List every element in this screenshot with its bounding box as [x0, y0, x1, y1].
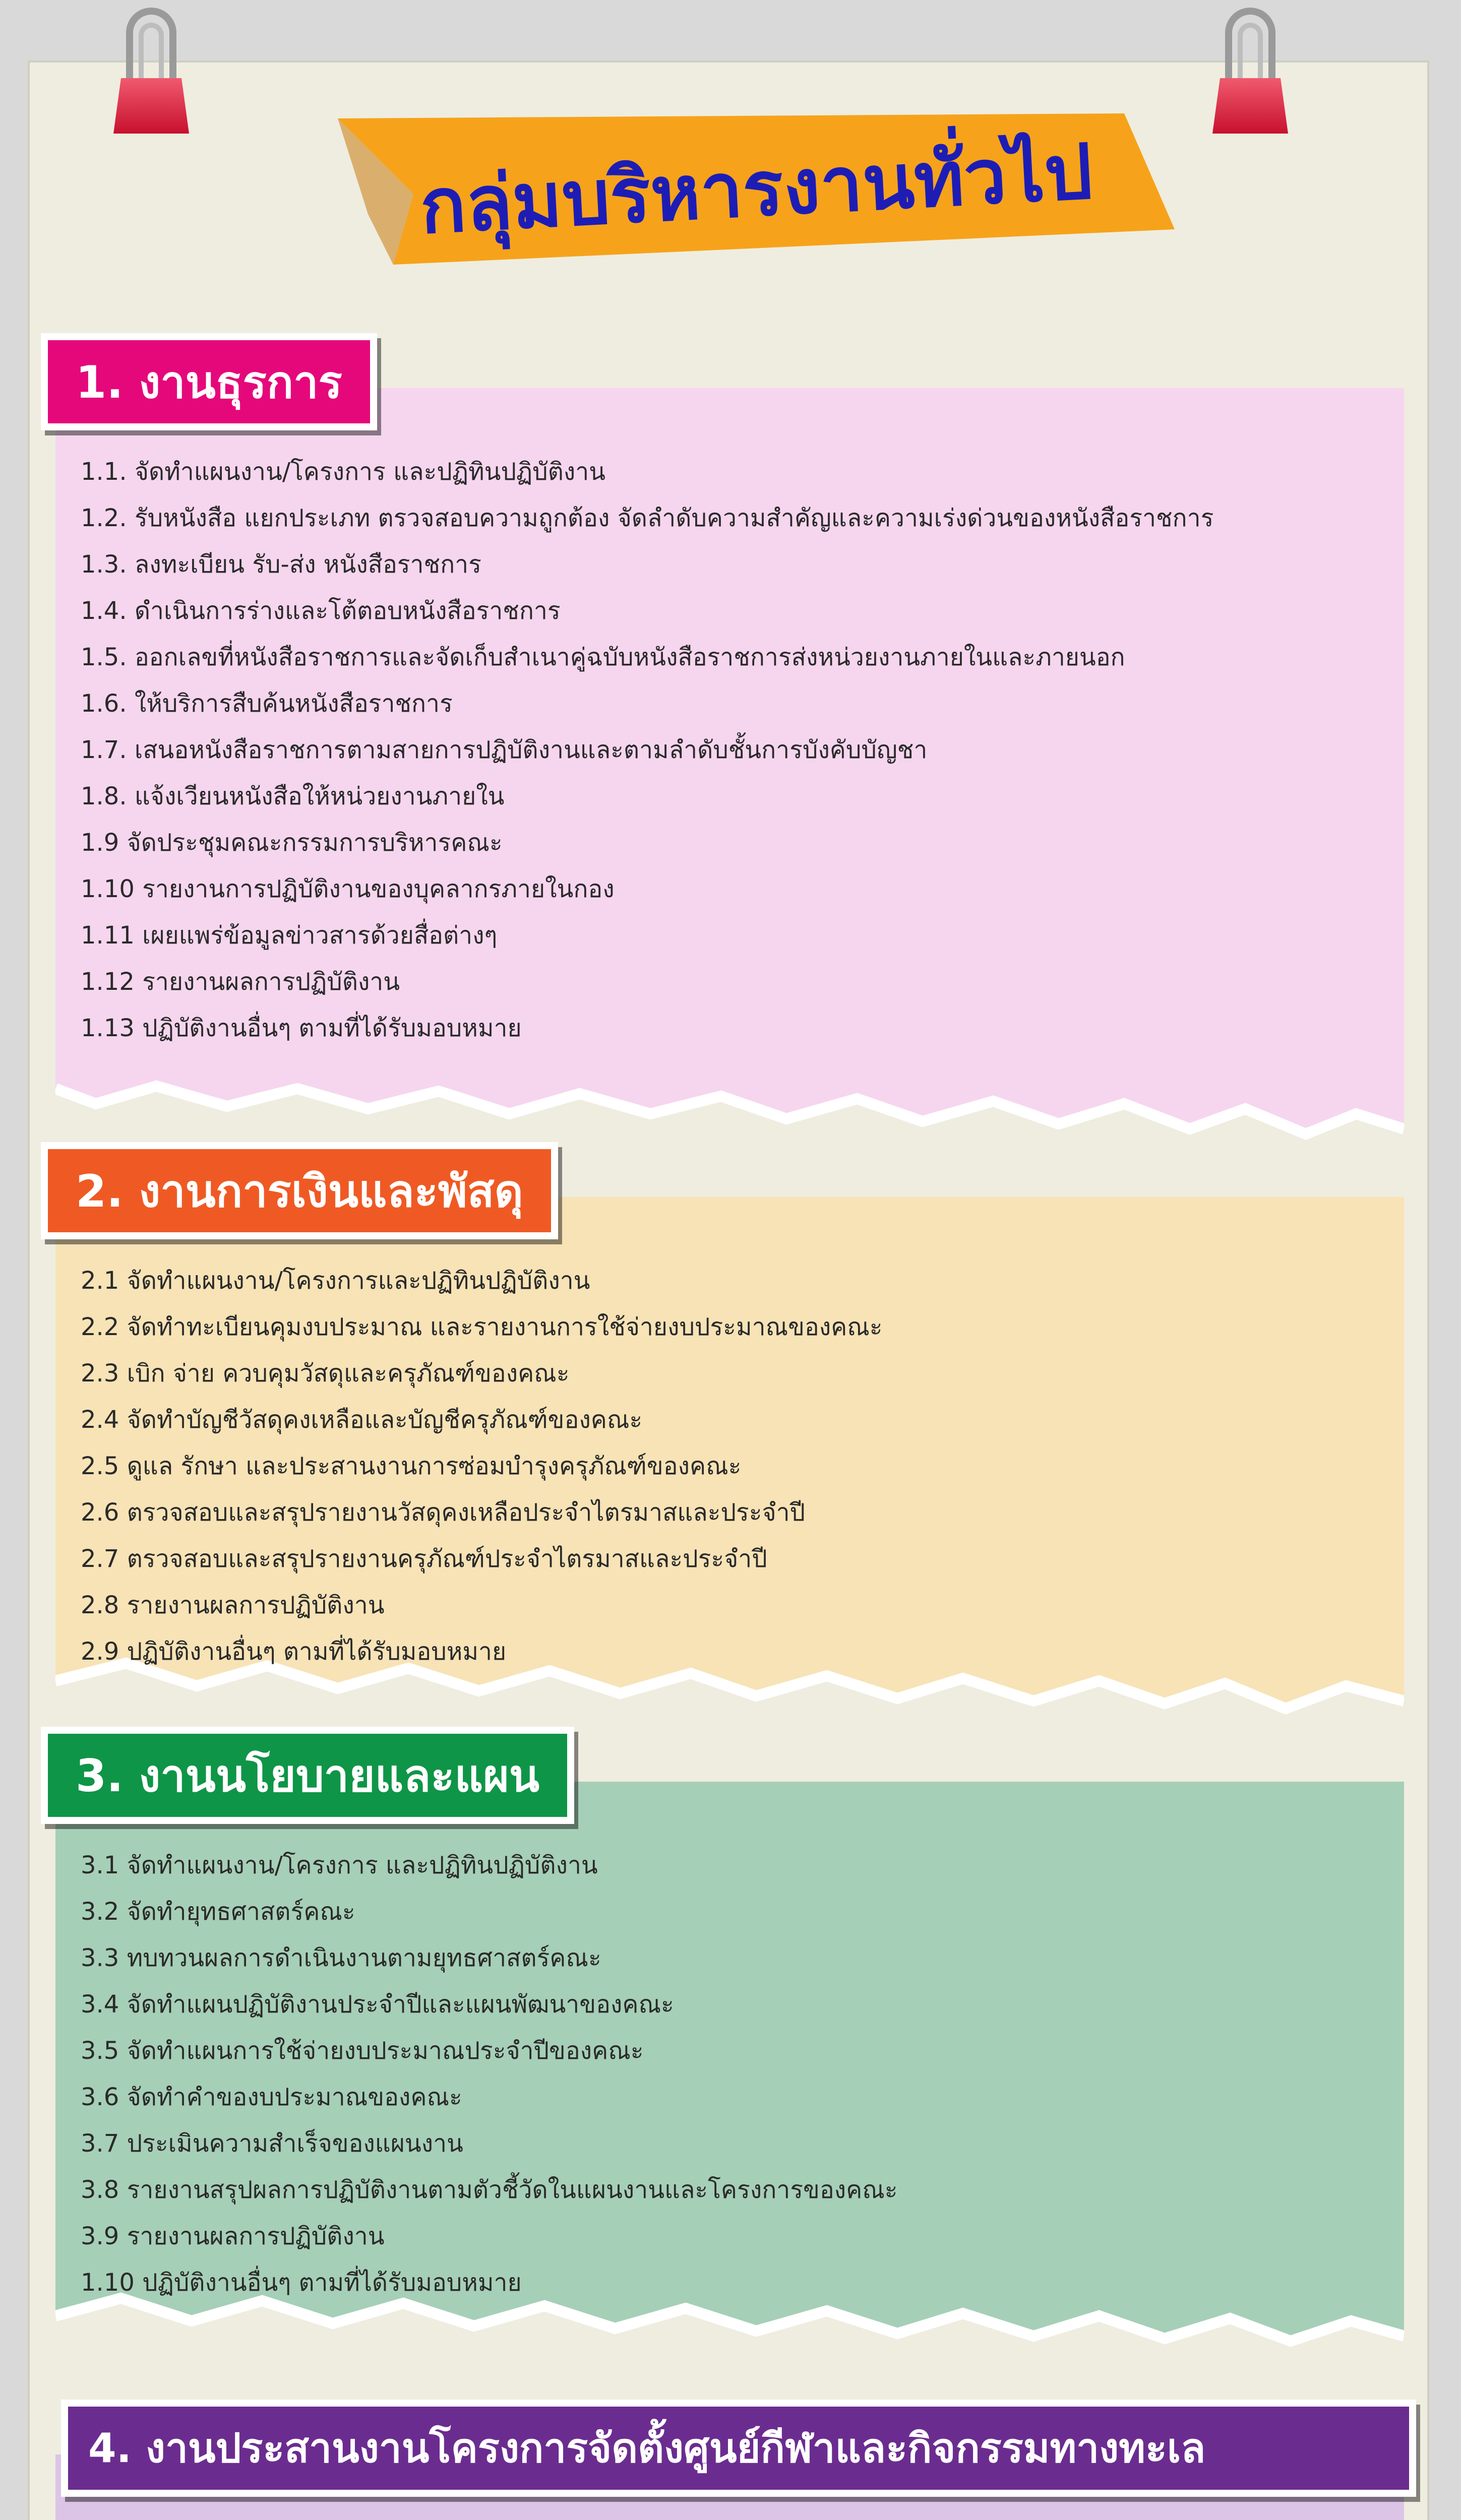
- list-item: 3.9 รายงานผลการปฏิบัติงาน: [81, 2222, 385, 2250]
- section-heading: 4. งานประสานงานโครงการจัดตั้งศูนย์กีฬาและกิจกรรมทางทะเล: [68, 2407, 1409, 2490]
- binder-clip-icon: [1212, 8, 1288, 134]
- section-panel-sports-center: [55, 2425, 1404, 2520]
- list-item: 3.3 ทบทวนผลการดำเนินงานตามยุทธศาสตร์คณะ: [81, 1944, 601, 1972]
- list-item: 1.9 จัดประชุมคณะกรรมการบริหารคณะ: [81, 829, 503, 857]
- task-list: [81, 2515, 1092, 2520]
- list-item: 3.1 จัดทำแผนงาน/โครงการ และปฏิทินปฏิบัติงาน: [81, 1851, 598, 1879]
- section-panel-general-affairs: [55, 356, 1404, 1159]
- section-panel-finance-supplies: [55, 1165, 1404, 1731]
- clip-ring-inner: [1238, 23, 1263, 83]
- list-item: 3.8 รายงานสรุปผลการปฏิบัติงานตามตัวชี้วัดในแผนงานและโครงการของคณะ: [81, 2176, 898, 2204]
- task-list: [81, 449, 1213, 1051]
- list-item: 2.4 จัดทำบัญชีวัสดุคงเหลือและบัญชีครุภัณฑ์ของคณะ: [81, 1406, 643, 1434]
- list-item: 3.5 จัดทำแผนการใช้จ่ายงบประมาณประจำปีของคณะ: [81, 2037, 644, 2065]
- list-item: 1.3. ลงทะเบียน รับ-ส่ง หนังสือราชการ: [81, 550, 481, 579]
- list-item: 1.1. จัดทำแผนงาน/โครงการ และปฏิทินปฏิบัติงาน: [81, 458, 605, 486]
- list-item: 2.1 จัดทำแผนงาน/โครงการและปฏิทินปฏิบัติงาน: [81, 1267, 590, 1295]
- list-item: 1.7. เสนอหนังสือราชการตามสายการปฏิบัติงานและตามลำดับชั้นการบังคับบัญชา: [81, 736, 928, 764]
- section-heading: 3. งานนโยบายและแผน: [48, 1734, 567, 1817]
- section-heading: 2. งานการเงินและพัสดุ: [48, 1149, 551, 1232]
- clip-ring-inner: [139, 23, 164, 83]
- list-item: 3.2 จัดทำยุทธศาสตร์คณะ: [81, 1898, 355, 1926]
- clip-body: [1212, 78, 1288, 134]
- list-item: 2.6 ตรวจสอบและสรุปรายงานวัสดุคงเหลือประจำไตรมาสและประจำปี: [81, 1498, 806, 1527]
- section-panel-policy-planning: [55, 1749, 1404, 2361]
- list-item: 3.7 ประเมินความสำเร็จของแผนงาน: [81, 2129, 463, 2158]
- list-item: 1.13 ปฏิบัติงานอื่นๆ ตามที่ได้รับมอบหมาย: [81, 1014, 522, 1042]
- task-list: [81, 1842, 898, 2306]
- title-banner: [338, 113, 1175, 265]
- list-item: 2.7 ตรวจสอบและสรุปรายงานครุภัณฑ์ประจำไตรมาสและประจำปี: [81, 1545, 767, 1573]
- list-item: 1.10 รายงานการปฏิบัติงานของบุคลากรภายในกอง: [81, 875, 615, 903]
- list-item: 3.6 จัดทำคำของบประมาณของคณะ: [81, 2083, 462, 2111]
- clip-body: [113, 78, 189, 134]
- page-title: กลุ่มบริหารงานทั่วไป: [417, 128, 1095, 251]
- list-item: 1.11 เผยแพร่ข้อมูลข่าวสารด้วยสื่อต่างๆ: [81, 921, 498, 950]
- list-item: 1.6. ให้บริการสืบค้นหนังสือราชการ: [81, 689, 453, 718]
- list-item: 2.8 รายงานผลการปฏิบัติงาน: [81, 1591, 385, 1619]
- list-item: 1.10 ปฏิบัติงานอื่นๆ ตามที่ได้รับมอบหมาย: [81, 2269, 522, 2297]
- section-heading: 1. งานธุรการ: [48, 340, 370, 423]
- list-item: 1.12 รายงานผลการปฏิบัติงาน: [81, 968, 400, 996]
- list-item: 1.2. รับหนังสือ แยกประเภท ตรวจสอบความถูกต้อง จัดลำดับความสำคัญและความเร่งด่วนของหนังสือราชการ: [81, 504, 1214, 532]
- task-list: [81, 1257, 883, 1675]
- list-item: 1.5. ออกเลขที่หนังสือราชการและจัดเก็บสำเนาคู่ฉบับหนังสือราชการส่งหน่วยงานภายในและภายนอก: [81, 643, 1125, 671]
- list-item: 2.9 ปฏิบัติงานอื่นๆ ตามที่ได้รับมอบหมาย: [81, 1637, 507, 1666]
- list-item: [81, 2515, 1092, 2520]
- list-item: 2.3 เบิก จ่าย ควบคุมวัสดุและครุภัณฑ์ของคณะ: [81, 1359, 570, 1388]
- list-item: 1.8. แจ้งเวียนหนังสือให้หน่วยงานภายใน: [81, 782, 505, 810]
- binder-clip-icon: [113, 8, 189, 134]
- list-item: 1.4. ดำเนินการร่างและโต้ตอบหนังสือราชการ: [81, 597, 561, 625]
- list-item: 2.5 ดูแล รักษา และประสานงานการซ่อมบำรุงครุภัณฑ์ของคณะ: [81, 1452, 742, 1480]
- list-item: 2.2 จัดทำทะเบียนคุมงบประมาณ และรายงานการใช้จ่ายงบประมาณของคณะ: [81, 1313, 883, 1341]
- list-item: 3.4 จัดทำแผนปฏิบัติงานประจำปีและแผนพัฒนาของคณะ: [81, 1990, 674, 2019]
